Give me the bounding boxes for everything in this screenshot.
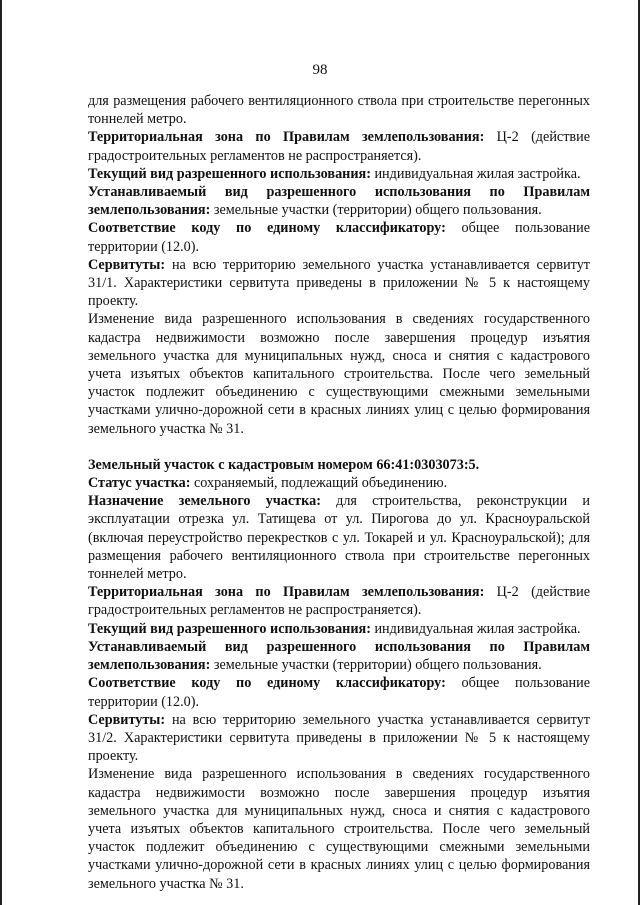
page-number: 98	[312, 62, 328, 78]
code-value-1: общее пользование территории (12.0).	[88, 220, 590, 255]
status-label: Статус участка:	[88, 475, 191, 492]
zone-value-1: Ц-2 (действие градостроительных регламентов не распространяется).	[88, 129, 591, 164]
set-use-value-1: земельные участки (территории) общего пользования.	[210, 202, 542, 219]
paragraph-zone-1	[88, 128, 590, 164]
current-use-label-1: Текущий вид разрешенного использования:	[88, 165, 371, 182]
paragraph-current-use-1	[88, 165, 590, 183]
servitude-value-2: на всю территорию земельного участка устанавливается сервитут 31/2. Характеристики сервитута приведены в приложении № 5 к настоящему проекту.	[88, 711, 590, 765]
current-use-value-1: индивидуальная жилая застройка.	[370, 165, 581, 182]
set-use-label-1: Устанавливаемый вид разрешенного использования по Правилам землепользования:	[88, 184, 590, 219]
paragraph-set-use-2	[88, 638, 590, 674]
zone-label-1: Территориальная зона по Правилам землепользования:	[88, 129, 485, 146]
paragraph-purpose	[88, 492, 590, 583]
paragraph-status	[88, 474, 590, 492]
paragraph-change-1: Изменение вида разрешенного использования в сведениях государственного кадастра недвижимости возможно после завершения процедур изъятия земельного участка для муниципальных нужд, сноса и снятия с кадастрового учета изъятых объектов капитального строительства. После чего земельный участок подлежит объединению с существующими смежными земельными участками улично-дорожной сети в красных линиях улиц с целью формирования земельного участка № 31.	[88, 311, 590, 437]
zone-label-2: Территориальная зона по Правилам землепользования:	[88, 584, 485, 601]
paragraph-code-1	[88, 219, 590, 255]
code-label-1: Соответствие коду по единому классификатору:	[88, 220, 446, 237]
code-value-2: общее пользование территории (12.0).	[88, 675, 590, 710]
section-heading-plot: Земельный участок с кадастровым номером 66:41:0303073:5.	[88, 456, 480, 473]
servitude-label-1: Сервитуты:	[88, 256, 166, 273]
paragraph-set-use-1	[88, 183, 590, 219]
paragraph-change-2: Изменение вида разрешенного использования в сведениях государственного кадастра недвижимости возможно после завершения процедур изъятия земельного участка для муниципальных нужд, сноса и снятия с кадастрового учета изъятых объектов капитального строительства. После чего земельный участок подлежит объединению с существующими смежными земельными участками улично-дорожной сети в красных линиях улиц с целью формирования земельного участка № 31.	[88, 766, 590, 892]
purpose-label: Назначение земельного участка:	[88, 493, 321, 510]
purpose-value: для строительства, реконструкции и эксплуатации отрезка ул. Татищева от ул. Пирогова до ул. Красноуральской (включая переустройство перекрестков с ул. Токарей и ул. Красноуральской); для размещения рабочего вентиляционного ствола при строительстве перегонных тоннелей метро.	[88, 493, 590, 583]
paragraph-code-2	[88, 674, 590, 710]
page-body	[88, 92, 590, 893]
paragraph-zone-2	[88, 583, 590, 619]
set-use-value-2: земельные участки (территории) общего пользования.	[210, 657, 542, 674]
zone-value-2: Ц-2 (действие градостроительных регламентов не распространяется).	[88, 584, 591, 619]
set-use-label-2: Устанавливаемый вид разрешенного использования по Правилам землепользования:	[88, 638, 590, 674]
current-use-label-2: Текущий вид разрешенного использования:	[88, 620, 371, 637]
paragraph-continuation: для размещения рабочего вентиляционного ствола при строительстве перегонных тоннелей метро.	[88, 93, 590, 128]
paragraph-servitude-2	[88, 711, 590, 766]
status-value: сохраняемый, подлежащий объединению.	[190, 475, 448, 492]
paragraph-current-use-2	[88, 620, 590, 638]
servitude-value-1: на всю территорию земельного участка устанавливается сервитут 31/1. Характеристики сервитута приведены в приложении № 5 к настоящему проекту.	[88, 256, 590, 310]
paragraph-servitude-1	[88, 256, 590, 311]
current-use-value-2: индивидуальная жилая застройка.	[370, 620, 581, 637]
servitude-label-2: Сервитуты:	[88, 711, 166, 728]
section-gap	[88, 438, 590, 456]
code-label-2: Соответствие коду по единому классификатору:	[88, 675, 446, 692]
